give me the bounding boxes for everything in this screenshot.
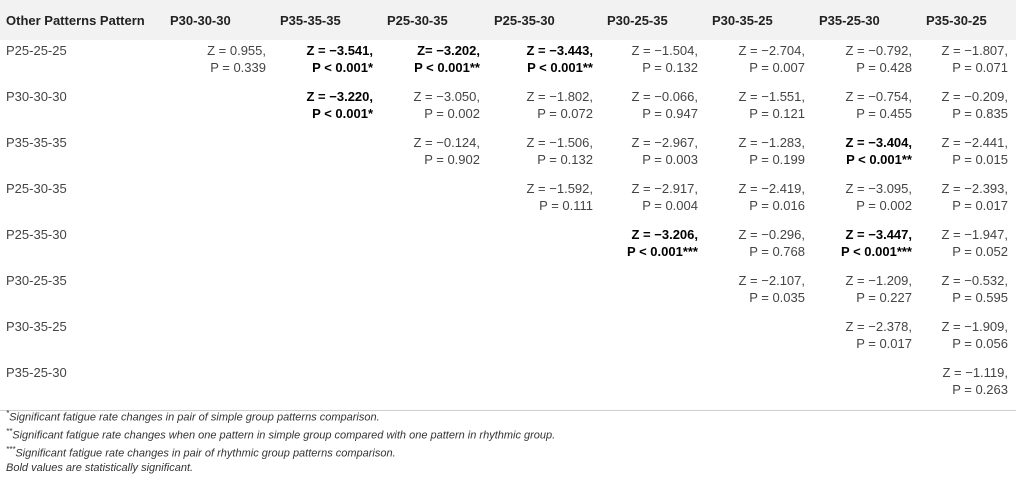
p-value: P = 0.835: [952, 106, 1008, 121]
stat-cell: [601, 132, 706, 178]
p-value: P = 0.056: [952, 336, 1008, 351]
z-value: Z = −1.506,: [526, 135, 593, 150]
header-row: [0, 0, 1016, 40]
header-cell: P30-30-30: [164, 0, 274, 40]
p-value: P = 0.015: [952, 152, 1008, 167]
stat-cell: [274, 40, 381, 86]
p-value: P = 0.947: [642, 106, 698, 121]
p-value: P = 0.016: [749, 198, 805, 213]
table-row: [0, 178, 1016, 224]
row-label: P35-25-30: [0, 362, 164, 411]
stat-cell: [706, 178, 813, 224]
z-value: Z = −1.209,: [845, 273, 912, 288]
p-value: P = 0.339: [210, 60, 266, 75]
z-value: Z = −3.050,: [413, 89, 480, 104]
stat-cell: [488, 178, 601, 224]
row-label: P25-35-30: [6, 227, 67, 242]
stat-cell: [813, 86, 920, 132]
p-value: P = 0.002: [856, 198, 912, 213]
header-cell: P35-30-25: [920, 0, 1016, 40]
stat-cell: [381, 132, 488, 178]
z-value: Z = 0.955,: [207, 43, 266, 58]
z-value: Z = −2.967,: [631, 135, 698, 150]
empty-cell: [601, 316, 706, 362]
table-row: [0, 40, 1016, 86]
empty-cell: [274, 132, 381, 178]
empty-cell: [164, 224, 274, 270]
table-row: [0, 224, 1016, 270]
stat-cell: [920, 40, 1016, 86]
p-value: P = 0.428: [856, 60, 912, 75]
stat-cell: [706, 132, 813, 178]
table-body: [0, 40, 1016, 411]
empty-cell: [488, 270, 601, 316]
empty-cell: [274, 316, 381, 362]
z-value: Z = −3.095,: [845, 181, 912, 196]
header-cell: P25-30-35: [381, 0, 488, 40]
p-value: P = 0.111: [539, 198, 593, 213]
stat-cell: [813, 178, 920, 224]
stat-cell: [601, 224, 706, 270]
empty-cell: [381, 270, 488, 316]
empty-cell: [381, 178, 488, 224]
z-value: Z = −1.947,: [941, 227, 1008, 242]
p-value: P = 0.017: [952, 198, 1008, 213]
z-value: Z = −0.209,: [941, 89, 1008, 104]
empty-cell: [488, 362, 601, 411]
header-cell: Other Patterns Pattern: [0, 0, 164, 40]
z-value: Z = −0.792,: [845, 43, 912, 58]
stat-cell: [813, 40, 920, 86]
z-value: Z = −1.119,: [942, 365, 1008, 380]
p-value: P = 0.199: [749, 152, 805, 167]
z-value: Z = −2.704,: [738, 43, 805, 58]
stat-cell: [601, 86, 706, 132]
p-value: P = 0.004: [642, 198, 698, 213]
empty-cell: [274, 270, 381, 316]
z-value: Z = −2.441,: [941, 135, 1008, 150]
z-value: Z = −3.447,: [845, 227, 912, 242]
empty-cell: [601, 270, 706, 316]
stat-cell: [920, 316, 1016, 362]
p-value: P = 0.071: [952, 60, 1008, 75]
stat-cell: [601, 40, 706, 86]
z-value: Z = −0.754,: [845, 89, 912, 104]
stat-cell: [706, 40, 813, 86]
stat-cell: [813, 132, 920, 178]
stat-cell: [488, 132, 601, 178]
z-value: Z = −2.378,: [845, 319, 912, 334]
header-cell: P35-35-35: [274, 0, 381, 40]
z-value: Z = −1.802,: [526, 89, 593, 104]
empty-cell: [164, 178, 274, 224]
table-row: [0, 132, 1016, 178]
p-value: P = 0.768: [749, 244, 805, 259]
header-cell: P30-35-25: [706, 0, 813, 40]
p-value: P = 0.017: [856, 336, 912, 351]
footnotes: [6, 407, 555, 476]
stat-cell: [920, 86, 1016, 132]
z-value: Z = −3.206,: [631, 227, 698, 242]
empty-cell: [488, 224, 601, 270]
z-value: Z = −1.283,: [738, 135, 805, 150]
z-value: Z = −3.404,: [845, 135, 912, 150]
empty-cell: [274, 178, 381, 224]
p-value: P = 0.263: [952, 382, 1008, 397]
empty-cell: [601, 362, 706, 411]
stat-cell: [488, 40, 601, 86]
header-cell: P30-25-35: [601, 0, 706, 40]
empty-cell: [164, 270, 274, 316]
p-value: P = 0.035: [749, 290, 805, 305]
header-cell: P35-25-30: [813, 0, 920, 40]
table-row: [0, 362, 1016, 411]
empty-cell: [488, 316, 601, 362]
stat-cell: [920, 178, 1016, 224]
z-value: Z = −1.504,: [631, 43, 698, 58]
empty-cell: [813, 362, 920, 411]
p-value: P = 0.132: [537, 152, 593, 167]
p-value: P = 0.007: [749, 60, 805, 75]
row-label: P30-30-30: [6, 89, 67, 104]
empty-cell: [164, 132, 274, 178]
p-value: P = 0.455: [856, 106, 912, 121]
p-value: P = 0.052: [952, 244, 1008, 259]
p-value: P = 0.132: [642, 60, 698, 75]
stat-cell: [706, 86, 813, 132]
empty-cell: [274, 362, 381, 411]
p-value: P < 0.001**: [527, 60, 593, 75]
p-value: P = 0.902: [424, 152, 480, 167]
empty-cell: [706, 316, 813, 362]
stat-cell: [920, 270, 1016, 316]
stat-cell: [813, 224, 920, 270]
stat-cell: [813, 316, 920, 362]
table-row: [0, 270, 1016, 316]
p-value: P = 0.003: [642, 152, 698, 167]
stat-cell: [488, 86, 601, 132]
stat-cell: [164, 40, 274, 86]
row-label: P30-25-35: [6, 273, 67, 288]
stat-cell: [920, 132, 1016, 178]
empty-cell: [164, 86, 274, 132]
stat-cell: [706, 270, 813, 316]
z-value: Z = −1.551,: [738, 89, 805, 104]
stat-cell: [813, 270, 920, 316]
empty-cell: [164, 316, 274, 362]
z-value: Z = −1.807,: [941, 43, 1008, 58]
empty-cell: [381, 316, 488, 362]
footnote: Bold values are statistically significant.: [6, 462, 194, 475]
table-row: [0, 316, 1016, 362]
stat-cell: [706, 224, 813, 270]
row-label: P25-30-35: [6, 181, 67, 196]
footnote: ***Significant fatigue rate changes in pair of rhythmic group patterns comparison.: [6, 445, 396, 460]
stat-cell: [920, 362, 1016, 411]
footnote: *Significant fatigue rate changes in pair of simple group patterns comparison.: [6, 409, 380, 424]
z-value: Z = −0.532,: [941, 273, 1008, 288]
p-value: P < 0.001**: [846, 152, 912, 167]
p-value: P = 0.002: [424, 106, 480, 121]
z-value: Z = −3.443,: [526, 43, 593, 58]
z-value: Z = −0.296,: [738, 227, 805, 242]
z-value: Z = −2.917,: [631, 181, 698, 196]
z-value: Z = −2.107,: [738, 273, 805, 288]
empty-cell: [274, 224, 381, 270]
p-value: P < 0.001**: [414, 60, 480, 75]
p-value: P < 0.001***: [627, 244, 698, 259]
row-label: P25-25-25: [6, 43, 67, 58]
empty-cell: [706, 362, 813, 411]
z-value: Z = −2.419,: [738, 181, 805, 196]
z-value: Z = −0.066,: [631, 89, 698, 104]
z-value: Z = −1.909,: [941, 319, 1008, 334]
z-value: Z = −3.541,: [306, 43, 373, 58]
p-value: P < 0.001*: [312, 60, 373, 75]
table-row: [0, 86, 1016, 132]
empty-cell: [381, 224, 488, 270]
z-value: Z= −3.202,: [417, 43, 480, 58]
header-cell: P25-35-30: [488, 0, 601, 40]
stat-cell: [381, 40, 488, 86]
p-value: P = 0.121: [749, 106, 805, 121]
empty-cell: [164, 362, 274, 411]
p-value: P < 0.001*: [312, 106, 373, 121]
p-value: P < 0.001***: [841, 244, 912, 259]
row-label: P35-35-35: [6, 135, 67, 150]
p-value: P = 0.072: [537, 106, 593, 121]
stat-cell: [920, 224, 1016, 270]
stat-cell: [601, 178, 706, 224]
row-label: P30-35-25: [6, 319, 67, 334]
z-value: Z = −3.220,: [306, 89, 373, 104]
z-value: Z = −0.124,: [413, 135, 480, 150]
p-value: P = 0.227: [856, 290, 912, 305]
empty-cell: [381, 362, 488, 411]
stat-cell: [274, 86, 381, 132]
stat-cell: [381, 86, 488, 132]
p-value: P = 0.595: [952, 290, 1008, 305]
z-value: Z = −1.592,: [526, 181, 593, 196]
footnote: **Significant fatigue rate changes when one pattern in simple group compared with one pattern in rhythmic group.: [6, 427, 556, 442]
z-value: Z = −2.393,: [941, 181, 1008, 196]
